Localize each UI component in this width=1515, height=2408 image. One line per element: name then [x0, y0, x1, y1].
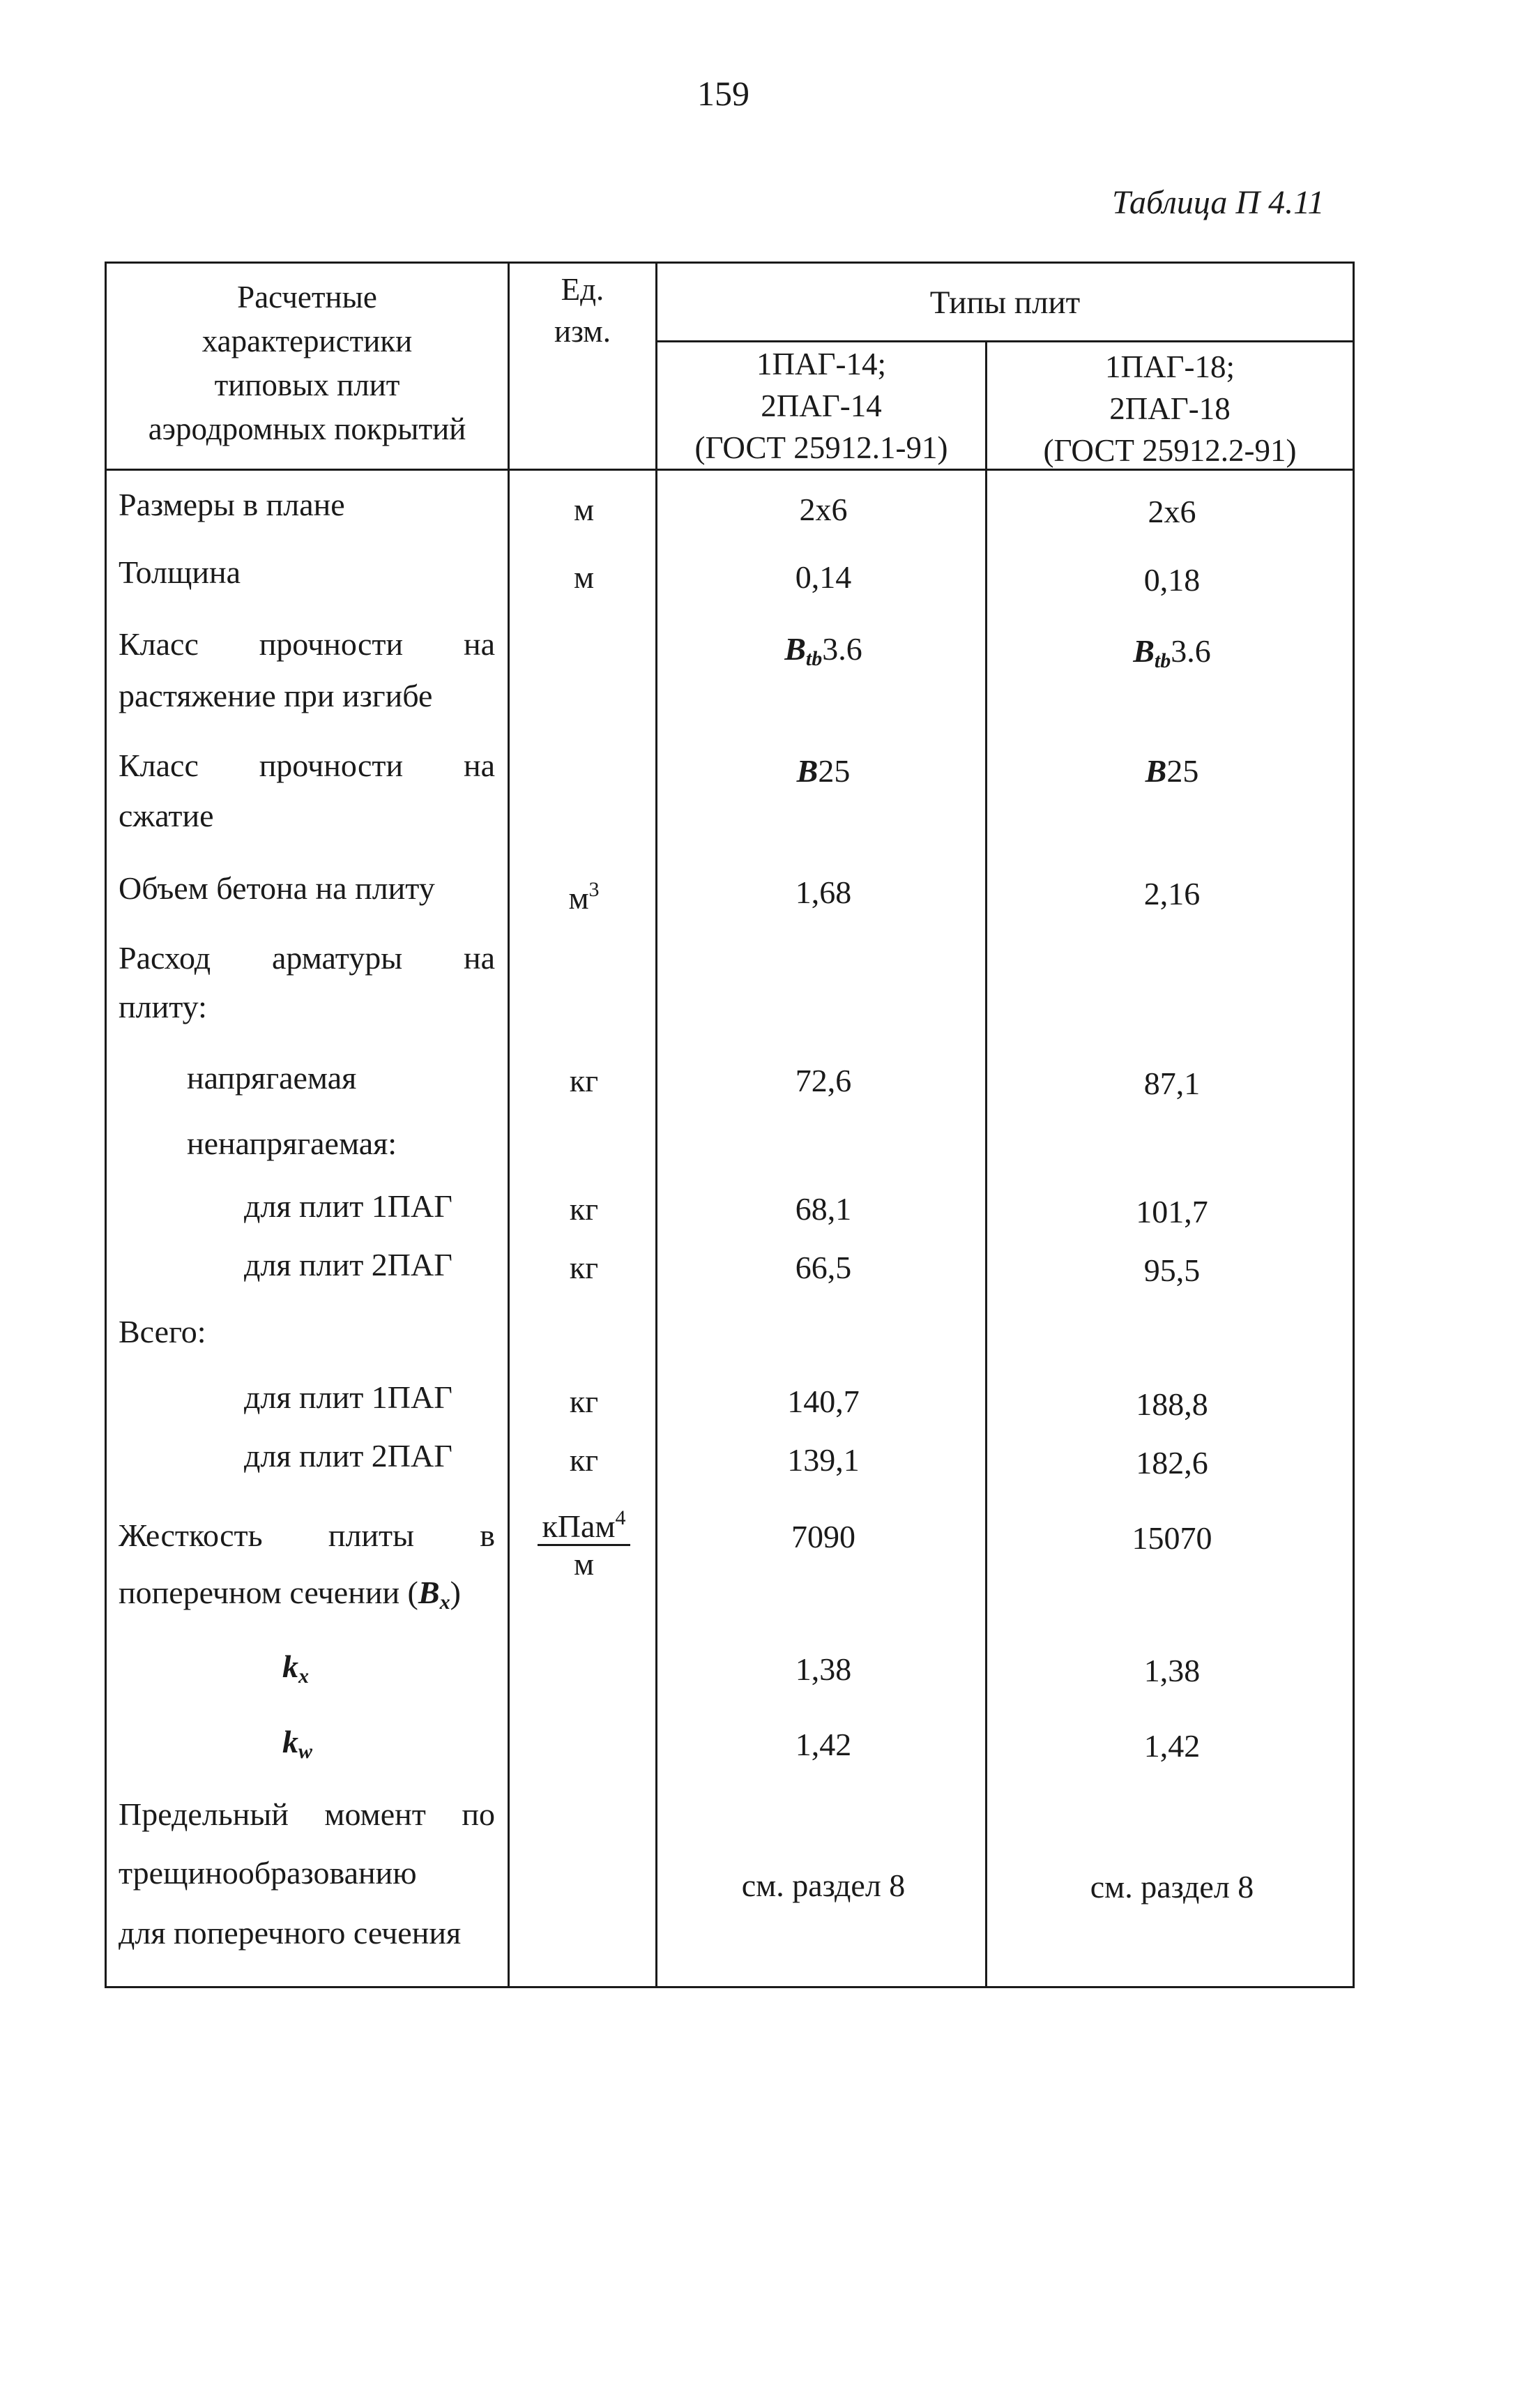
- row-label: Размеры в плане: [119, 487, 345, 522]
- row-value-b: 95,5: [1143, 1252, 1201, 1288]
- header-type-a: 1ПАГ-14; 2ПАГ-14 (ГОСТ 25912.1-91): [694, 347, 948, 465]
- col-divider-1: [508, 262, 510, 1988]
- row-label: Предельный момент по: [119, 1796, 495, 1832]
- row-label: Расход арматуры на: [119, 940, 495, 976]
- row-unit: кг: [569, 1442, 599, 1478]
- row-label: напрягаемая: [187, 1060, 357, 1096]
- row-label-line3: для поперечного сечения: [119, 1915, 462, 1951]
- header-types-title: Типы плит: [929, 285, 1081, 321]
- row-value-a: см. раздел 8: [741, 1868, 906, 1903]
- row-value-b: см. раздел 8: [1090, 1869, 1254, 1905]
- row-label: Всего:: [119, 1314, 206, 1349]
- row-value-a: B25: [796, 753, 851, 789]
- row-value-a: $B_{tb}3.6$: [784, 631, 862, 670]
- row-unit: м: [573, 559, 595, 595]
- types-divider: [657, 340, 1355, 342]
- row-value-a: 140,7: [787, 1384, 860, 1419]
- row-unit: $м^3$: [568, 878, 600, 916]
- row-unit: м: [573, 492, 595, 527]
- row-value-a: 2x6: [799, 492, 848, 527]
- table-caption: Таблица П 4.11: [1112, 184, 1325, 221]
- row-value-a: 72,6: [795, 1063, 852, 1098]
- row-label: $k_w$: [282, 1724, 313, 1763]
- row-label: Класс прочности на: [119, 748, 495, 783]
- row-label: для плит 1ПАГ: [244, 1379, 452, 1415]
- row-value-a: 66,5: [795, 1250, 852, 1285]
- row-value-a: 7090: [791, 1519, 855, 1554]
- row-label: Толщина: [119, 554, 241, 590]
- table-top-border: [105, 262, 1355, 264]
- row-label-line2: трещинообразованию: [119, 1855, 417, 1891]
- row-label: Объем бетона на плиту: [119, 870, 435, 906]
- row-value-a: 1,68: [795, 874, 852, 910]
- row-value-b: 2,16: [1143, 876, 1201, 911]
- row-value-b: 101,7: [1136, 1194, 1208, 1229]
- row-value-b: $B_{tb}3.6$: [1133, 633, 1211, 672]
- row-label-line2: сжатие: [119, 798, 214, 833]
- row-value-b: 15070: [1132, 1520, 1212, 1556]
- row-label: $k_x$: [282, 1649, 309, 1688]
- header-unit: Ед. изм.: [554, 272, 611, 349]
- header-type-b: 1ПАГ-18; 2ПАГ-18 (ГОСТ 25912.2-91): [1043, 349, 1297, 468]
- row-unit: кг: [569, 1384, 599, 1419]
- row-value-a: 1,38: [795, 1651, 852, 1687]
- row-value-a: 68,1: [795, 1191, 852, 1227]
- page-number: 159: [697, 74, 749, 113]
- row-label-line2: растяжение при изгибе: [119, 678, 433, 713]
- row-label: Класс прочности на: [119, 626, 495, 662]
- row-unit: кг: [569, 1191, 599, 1227]
- row-unit: кг: [569, 1063, 599, 1098]
- table-left-border: [105, 262, 107, 1988]
- row-label: Жесткость плиты в: [119, 1517, 495, 1553]
- row-label-line2: плиту:: [119, 989, 207, 1024]
- row-value-b: 1,38: [1143, 1653, 1201, 1688]
- row-value-b: 188,8: [1136, 1386, 1208, 1422]
- header-characteristics: Расчетные характеристики типовых плит аэродромных покрытий: [148, 280, 466, 446]
- row-unit-fraction: кПам$^4$ м: [512, 1501, 655, 1582]
- row-value-b: 1,42: [1143, 1728, 1201, 1764]
- row-unit: кг: [569, 1250, 599, 1285]
- row-value-b: 87,1: [1143, 1066, 1201, 1101]
- row-value-a: 1,42: [795, 1727, 852, 1762]
- row-label-line2: поперечном сечении $(B_x)$: [119, 1575, 461, 1614]
- row-value-b: B25: [1145, 753, 1199, 789]
- row-label: для плит 1ПАГ: [244, 1188, 452, 1224]
- table-bottom-border: [105, 1986, 1355, 1988]
- row-value-b: 0,18: [1143, 562, 1201, 598]
- row-value-b: 2x6: [1148, 494, 1196, 529]
- row-value-a: 139,1: [787, 1442, 860, 1478]
- row-label: для плит 2ПАГ: [244, 1438, 452, 1474]
- row-label: ненапрягаемая:: [187, 1126, 397, 1161]
- row-value-b: 182,6: [1136, 1445, 1208, 1481]
- row-value-a: 0,14: [795, 559, 852, 595]
- col-divider-2: [655, 262, 657, 1988]
- row-label: для плит 2ПАГ: [244, 1247, 452, 1282]
